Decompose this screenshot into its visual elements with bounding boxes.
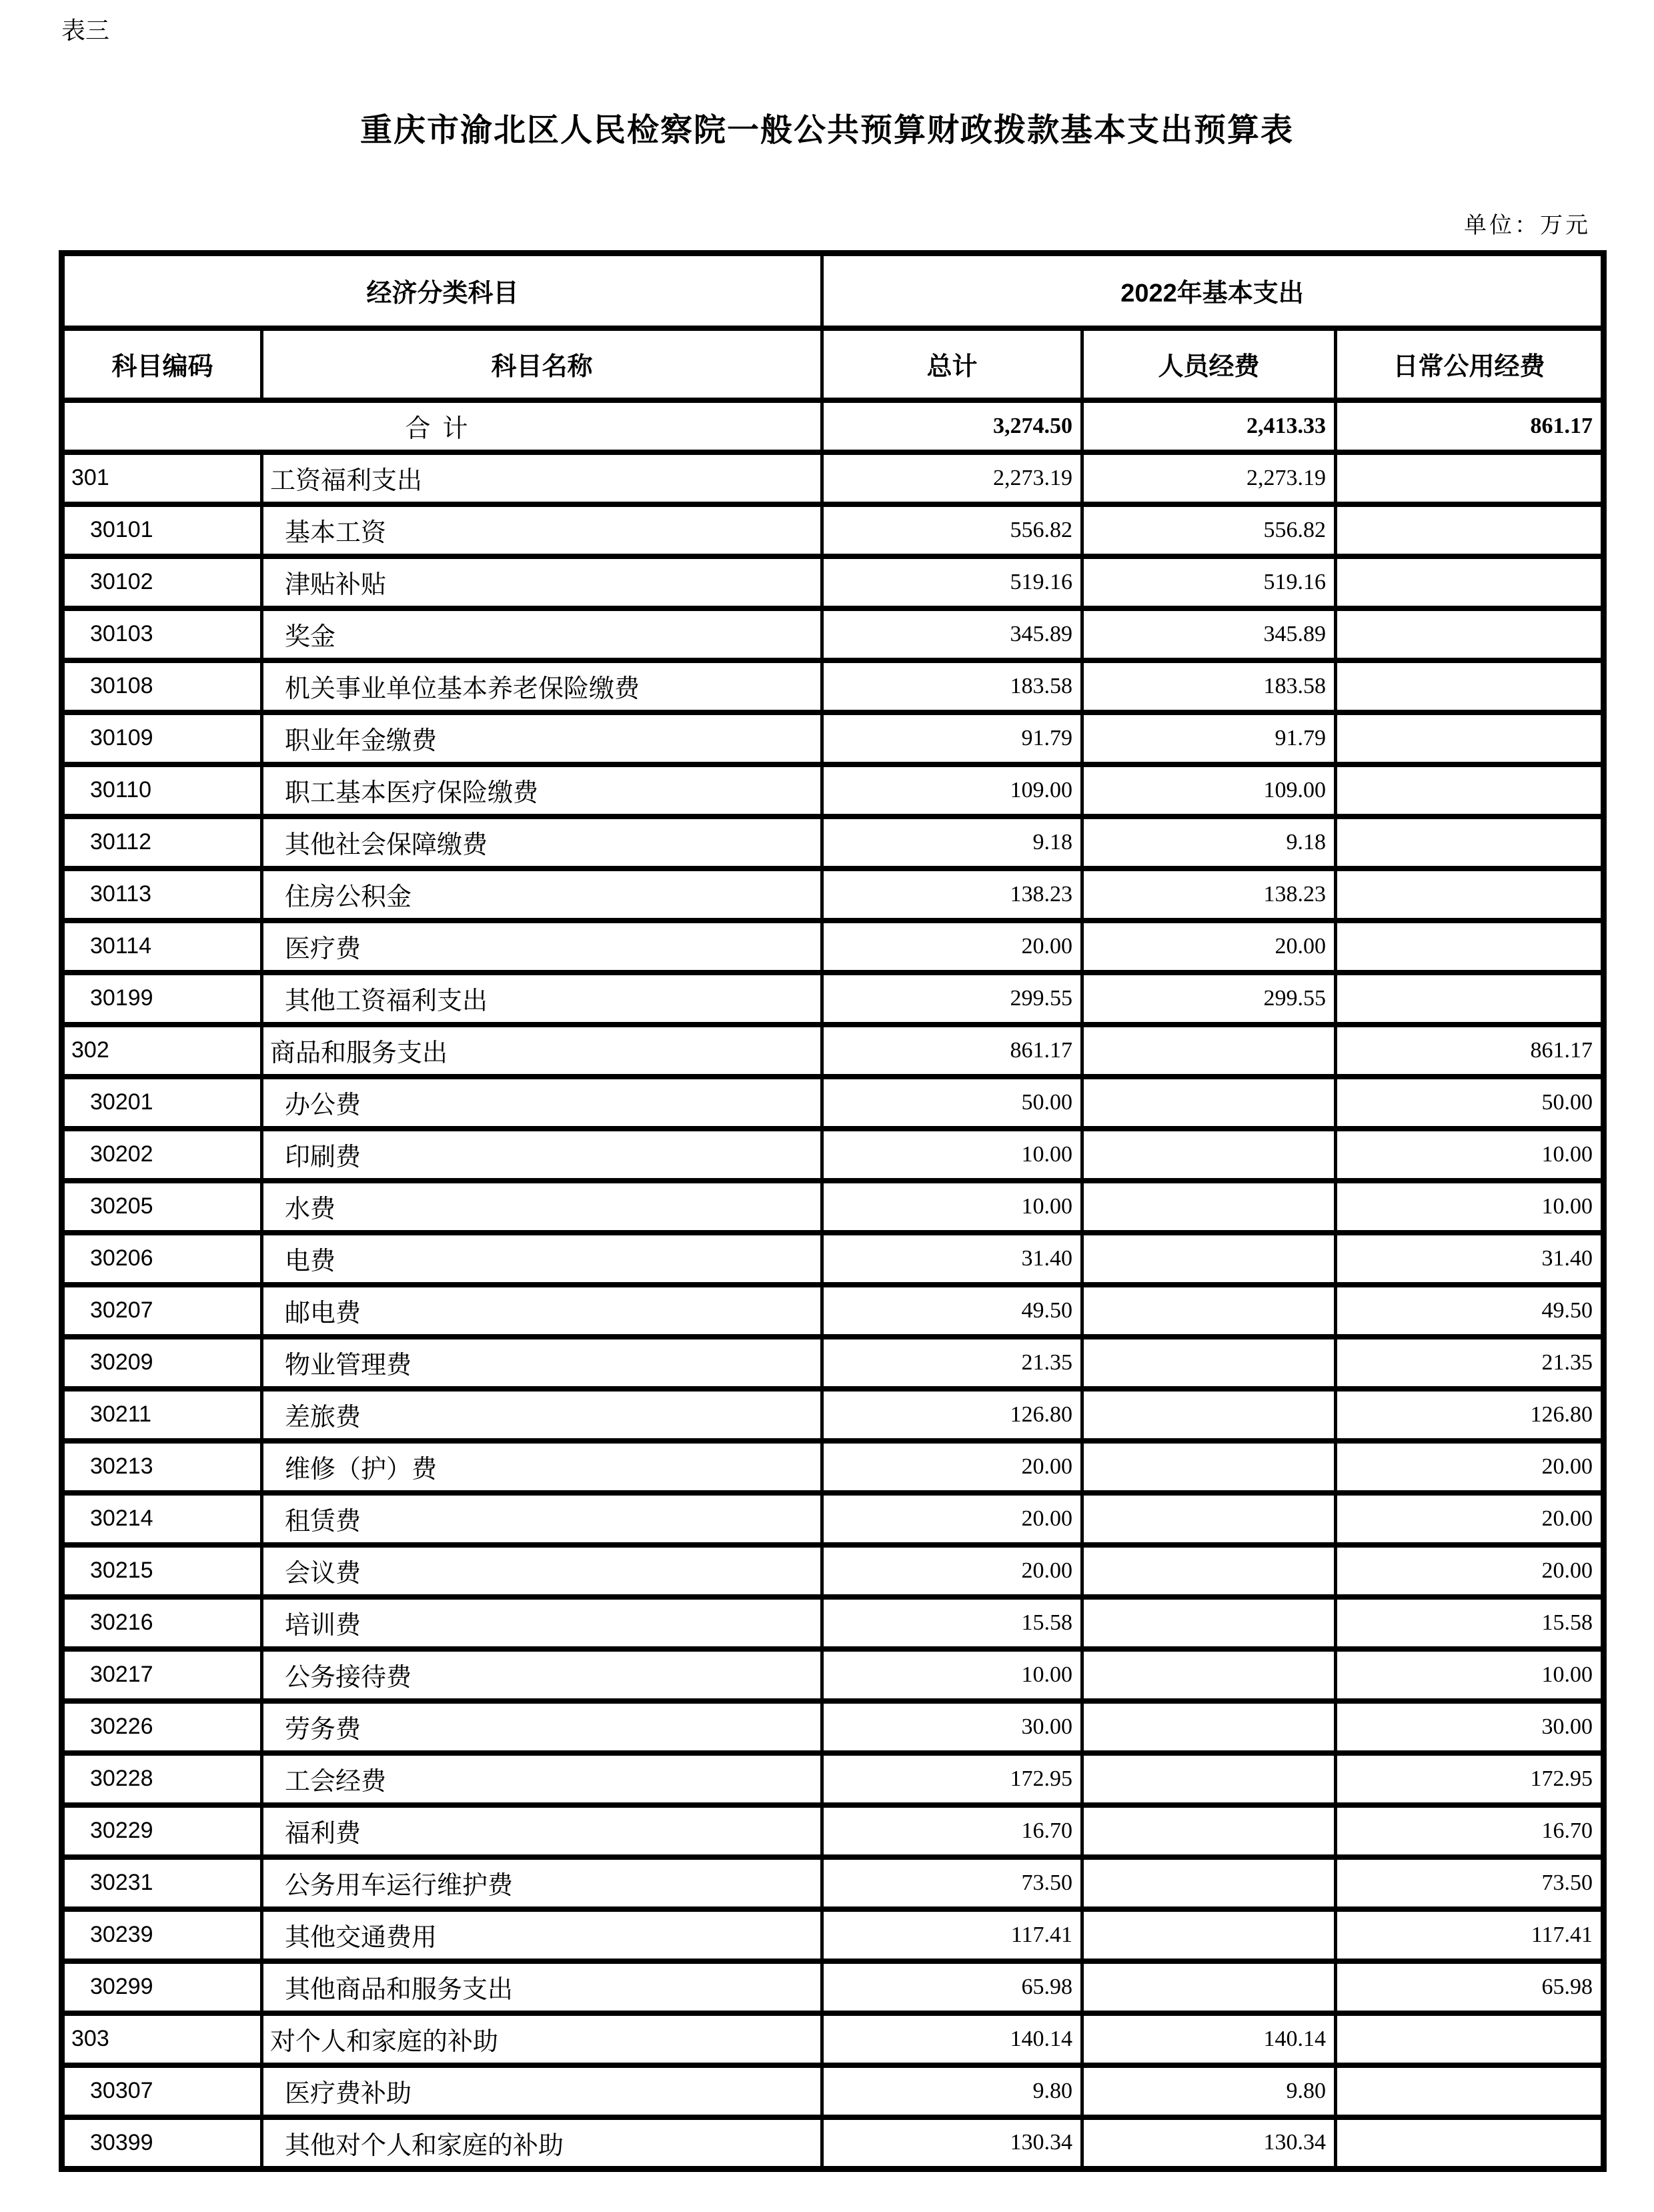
cell-code: 30101 <box>62 504 262 556</box>
cell-personnel <box>1082 1181 1336 1233</box>
cell-name: 培训费 <box>262 1597 822 1649</box>
table-row <box>62 1233 1604 1285</box>
cell-personnel <box>1082 1441 1336 1493</box>
total-row <box>62 400 1604 452</box>
cell-total: 172.95 <box>822 1753 1082 1805</box>
cell-daily <box>1336 660 1604 712</box>
cell-code: 30213 <box>62 1441 262 1493</box>
cell-total: 299.55 <box>822 973 1082 1025</box>
table-row <box>62 452 1604 504</box>
table-row <box>62 1857 1604 1909</box>
header-row-columns <box>62 328 1604 400</box>
table-row <box>62 1181 1604 1233</box>
cell-total: 31.40 <box>822 1233 1082 1285</box>
cell-total: 9.18 <box>822 816 1082 869</box>
cell-daily <box>1336 973 1604 1025</box>
cell-code: 30113 <box>62 869 262 921</box>
cell-code: 30207 <box>62 1285 262 1337</box>
cell-name: 维修（护）费 <box>262 1441 822 1493</box>
cell-name: 职业年金缴费 <box>262 712 822 764</box>
cell-code: 30229 <box>62 1805 262 1857</box>
cell-name: 工资福利支出 <box>262 452 822 504</box>
table-row <box>62 1805 1604 1857</box>
cell-code: 30108 <box>62 660 262 712</box>
table-row <box>62 1337 1604 1389</box>
cell-total: 50.00 <box>822 1077 1082 1129</box>
table-row <box>62 816 1604 869</box>
cell-code: 30112 <box>62 816 262 869</box>
cell-code: 303 <box>62 2013 262 2065</box>
cell-name: 住房公积金 <box>262 869 822 921</box>
cell-total: 109.00 <box>822 764 1082 816</box>
cell-personnel: 519.16 <box>1082 556 1336 608</box>
table-body <box>62 400 1604 2169</box>
cell-code: 30217 <box>62 1649 262 1701</box>
cell-code: 30228 <box>62 1753 262 1805</box>
table-row <box>62 1129 1604 1181</box>
table-row <box>62 1025 1604 1077</box>
cell-daily <box>1336 452 1604 504</box>
table-row <box>62 1753 1604 1805</box>
cell-personnel: 138.23 <box>1082 869 1336 921</box>
table-row <box>62 2117 1604 2169</box>
cell-code: 30202 <box>62 1129 262 1181</box>
cell-total: 30.00 <box>822 1701 1082 1753</box>
table-row <box>62 1493 1604 1545</box>
cell-code: 30114 <box>62 921 262 973</box>
total-row-label: 合计 <box>62 400 822 452</box>
cell-total: 519.16 <box>822 556 1082 608</box>
cell-daily <box>1336 2065 1604 2117</box>
cell-daily: 861.17 <box>1336 1025 1604 1077</box>
table-row <box>62 608 1604 660</box>
cell-daily: 65.98 <box>1336 1961 1604 2013</box>
cell-name: 租赁费 <box>262 1493 822 1545</box>
cell-name: 商品和服务支出 <box>262 1025 822 1077</box>
cell-personnel <box>1082 1597 1336 1649</box>
cell-total: 183.58 <box>822 660 1082 712</box>
cell-personnel: 9.80 <box>1082 2065 1336 2117</box>
table-row <box>62 660 1604 712</box>
cell-personnel <box>1082 1961 1336 2013</box>
cell-daily: 15.58 <box>1336 1597 1604 1649</box>
header-econ-class: 经济分类科目 <box>62 253 822 328</box>
cell-total: 49.50 <box>822 1285 1082 1337</box>
cell-total: 20.00 <box>822 921 1082 973</box>
cell-code: 30211 <box>62 1389 262 1441</box>
sheet-label: 表三 <box>61 17 110 44</box>
cell-name: 医疗费 <box>262 921 822 973</box>
cell-total: 10.00 <box>822 1129 1082 1181</box>
cell-code: 30109 <box>62 712 262 764</box>
cell-daily: 30.00 <box>1336 1701 1604 1753</box>
cell-name: 差旅费 <box>262 1389 822 1441</box>
unit-note: 单位：万元 <box>1464 213 1591 238</box>
cell-name: 其他对个人和家庭的补助 <box>262 2117 822 2169</box>
header-daily: 日常公用经费 <box>1336 328 1604 400</box>
cell-total: 556.82 <box>822 504 1082 556</box>
cell-total: 20.00 <box>822 1493 1082 1545</box>
cell-total: 2,273.19 <box>822 452 1082 504</box>
cell-daily: 16.70 <box>1336 1805 1604 1857</box>
table-row <box>62 1545 1604 1597</box>
cell-daily <box>1336 921 1604 973</box>
table-row <box>62 2013 1604 2065</box>
cell-personnel <box>1082 1285 1336 1337</box>
cell-daily: 73.50 <box>1336 1857 1604 1909</box>
cell-daily <box>1336 608 1604 660</box>
cell-daily: 50.00 <box>1336 1077 1604 1129</box>
cell-personnel: 130.34 <box>1082 2117 1336 2169</box>
cell-code: 30209 <box>62 1337 262 1389</box>
cell-name: 津贴补贴 <box>262 556 822 608</box>
table-row <box>62 1909 1604 1961</box>
cell-personnel <box>1082 1857 1336 1909</box>
cell-name: 电费 <box>262 1233 822 1285</box>
cell-code: 30307 <box>62 2065 262 2117</box>
budget-table <box>59 250 1607 2172</box>
cell-name: 福利费 <box>262 1805 822 1857</box>
cell-code: 30102 <box>62 556 262 608</box>
cell-code: 30199 <box>62 973 262 1025</box>
page-title: 重庆市渝北区人民检察院一般公共预算财政拨款基本支出预算表 <box>359 113 1294 148</box>
cell-personnel <box>1082 1753 1336 1805</box>
cell-personnel: 91.79 <box>1082 712 1336 764</box>
table-row <box>62 1597 1604 1649</box>
cell-code: 301 <box>62 452 262 504</box>
cell-name: 水费 <box>262 1181 822 1233</box>
cell-daily: 117.41 <box>1336 1909 1604 1961</box>
cell-personnel <box>1082 1649 1336 1701</box>
cell-personnel: 2,273.19 <box>1082 452 1336 504</box>
cell-total: 65.98 <box>822 1961 1082 2013</box>
table-row <box>62 973 1604 1025</box>
cell-daily: 21.35 <box>1336 1337 1604 1389</box>
table-row <box>62 1389 1604 1441</box>
cell-total: 20.00 <box>822 1545 1082 1597</box>
cell-name: 劳务费 <box>262 1701 822 1753</box>
table-row <box>62 1285 1604 1337</box>
header-personnel: 人员经费 <box>1082 328 1336 400</box>
cell-name: 物业管理费 <box>262 1337 822 1389</box>
header-name: 科目名称 <box>262 328 822 400</box>
cell-code: 30231 <box>62 1857 262 1909</box>
cell-personnel: 183.58 <box>1082 660 1336 712</box>
header-year-group: 2022年基本支出 <box>822 253 1604 328</box>
header-row-groups <box>62 253 1604 328</box>
total-row-daily: 861.17 <box>1336 400 1604 452</box>
cell-daily <box>1336 869 1604 921</box>
cell-code: 302 <box>62 1025 262 1077</box>
table-row <box>62 1077 1604 1129</box>
cell-code: 30215 <box>62 1545 262 1597</box>
cell-code: 30201 <box>62 1077 262 1129</box>
cell-daily <box>1336 2117 1604 2169</box>
cell-total: 10.00 <box>822 1649 1082 1701</box>
cell-personnel <box>1082 1701 1336 1753</box>
cell-total: 138.23 <box>822 869 1082 921</box>
cell-daily: 31.40 <box>1336 1233 1604 1285</box>
cell-name: 其他商品和服务支出 <box>262 1961 822 2013</box>
cell-name: 其他工资福利支出 <box>262 973 822 1025</box>
cell-name: 会议费 <box>262 1545 822 1597</box>
cell-code: 30226 <box>62 1701 262 1753</box>
table-row <box>62 764 1604 816</box>
cell-total: 15.58 <box>822 1597 1082 1649</box>
cell-personnel <box>1082 1077 1336 1129</box>
cell-total: 73.50 <box>822 1857 1082 1909</box>
cell-daily: 49.50 <box>1336 1285 1604 1337</box>
cell-total: 130.34 <box>822 2117 1082 2169</box>
cell-daily: 10.00 <box>1336 1181 1604 1233</box>
cell-personnel <box>1082 1389 1336 1441</box>
cell-name: 基本工资 <box>262 504 822 556</box>
table-row <box>62 1649 1604 1701</box>
cell-personnel <box>1082 1233 1336 1285</box>
cell-code: 30299 <box>62 1961 262 2013</box>
cell-name: 其他交通费用 <box>262 1909 822 1961</box>
cell-total: 16.70 <box>822 1805 1082 1857</box>
cell-total: 9.80 <box>822 2065 1082 2117</box>
cell-daily: 20.00 <box>1336 1441 1604 1493</box>
cell-name: 公务接待费 <box>262 1649 822 1701</box>
cell-personnel: 299.55 <box>1082 973 1336 1025</box>
table-row <box>62 869 1604 921</box>
cell-personnel: 140.14 <box>1082 2013 1336 2065</box>
cell-total: 126.80 <box>822 1389 1082 1441</box>
table-row <box>62 1701 1604 1753</box>
cell-total: 117.41 <box>822 1909 1082 1961</box>
cell-name: 邮电费 <box>262 1285 822 1337</box>
cell-personnel: 9.18 <box>1082 816 1336 869</box>
cell-personnel: 20.00 <box>1082 921 1336 973</box>
cell-personnel <box>1082 1129 1336 1181</box>
cell-total: 861.17 <box>822 1025 1082 1077</box>
cell-daily <box>1336 816 1604 869</box>
cell-personnel: 109.00 <box>1082 764 1336 816</box>
table-row <box>62 712 1604 764</box>
header-code: 科目编码 <box>62 328 262 400</box>
header-total: 总计 <box>822 328 1082 400</box>
cell-personnel <box>1082 1805 1336 1857</box>
cell-daily: 10.00 <box>1336 1649 1604 1701</box>
cell-personnel <box>1082 1493 1336 1545</box>
cell-name: 对个人和家庭的补助 <box>262 2013 822 2065</box>
cell-personnel <box>1082 1545 1336 1597</box>
cell-daily: 126.80 <box>1336 1389 1604 1441</box>
total-row-total: 3,274.50 <box>822 400 1082 452</box>
table-row <box>62 2065 1604 2117</box>
cell-personnel <box>1082 1909 1336 1961</box>
cell-code: 30110 <box>62 764 262 816</box>
cell-total: 20.00 <box>822 1441 1082 1493</box>
cell-daily <box>1336 504 1604 556</box>
cell-name: 印刷费 <box>262 1129 822 1181</box>
cell-daily <box>1336 712 1604 764</box>
cell-personnel <box>1082 1337 1336 1389</box>
cell-total: 91.79 <box>822 712 1082 764</box>
cell-daily <box>1336 556 1604 608</box>
cell-personnel: 556.82 <box>1082 504 1336 556</box>
cell-total: 21.35 <box>822 1337 1082 1389</box>
cell-name: 奖金 <box>262 608 822 660</box>
cell-code: 30206 <box>62 1233 262 1285</box>
cell-total: 140.14 <box>822 2013 1082 2065</box>
cell-daily: 172.95 <box>1336 1753 1604 1805</box>
table-row <box>62 1961 1604 2013</box>
cell-code: 30216 <box>62 1597 262 1649</box>
cell-code: 30399 <box>62 2117 262 2169</box>
cell-code: 30205 <box>62 1181 262 1233</box>
table-row <box>62 1441 1604 1493</box>
cell-code: 30214 <box>62 1493 262 1545</box>
cell-code: 30103 <box>62 608 262 660</box>
cell-personnel <box>1082 1025 1336 1077</box>
cell-code: 30239 <box>62 1909 262 1961</box>
cell-name: 办公费 <box>262 1077 822 1129</box>
table-row <box>62 921 1604 973</box>
cell-personnel: 345.89 <box>1082 608 1336 660</box>
cell-name: 医疗费补助 <box>262 2065 822 2117</box>
cell-total: 345.89 <box>822 608 1082 660</box>
total-row-personnel: 2,413.33 <box>1082 400 1336 452</box>
cell-daily <box>1336 764 1604 816</box>
table-row <box>62 504 1604 556</box>
cell-daily: 20.00 <box>1336 1545 1604 1597</box>
cell-name: 职工基本医疗保险缴费 <box>262 764 822 816</box>
cell-name: 公务用车运行维护费 <box>262 1857 822 1909</box>
cell-name: 机关事业单位基本养老保险缴费 <box>262 660 822 712</box>
cell-daily: 20.00 <box>1336 1493 1604 1545</box>
table-row <box>62 556 1604 608</box>
cell-name: 工会经费 <box>262 1753 822 1805</box>
cell-name: 其他社会保障缴费 <box>262 816 822 869</box>
table-header <box>62 253 1604 400</box>
cell-daily: 10.00 <box>1336 1129 1604 1181</box>
cell-total: 10.00 <box>822 1181 1082 1233</box>
cell-daily <box>1336 2013 1604 2065</box>
